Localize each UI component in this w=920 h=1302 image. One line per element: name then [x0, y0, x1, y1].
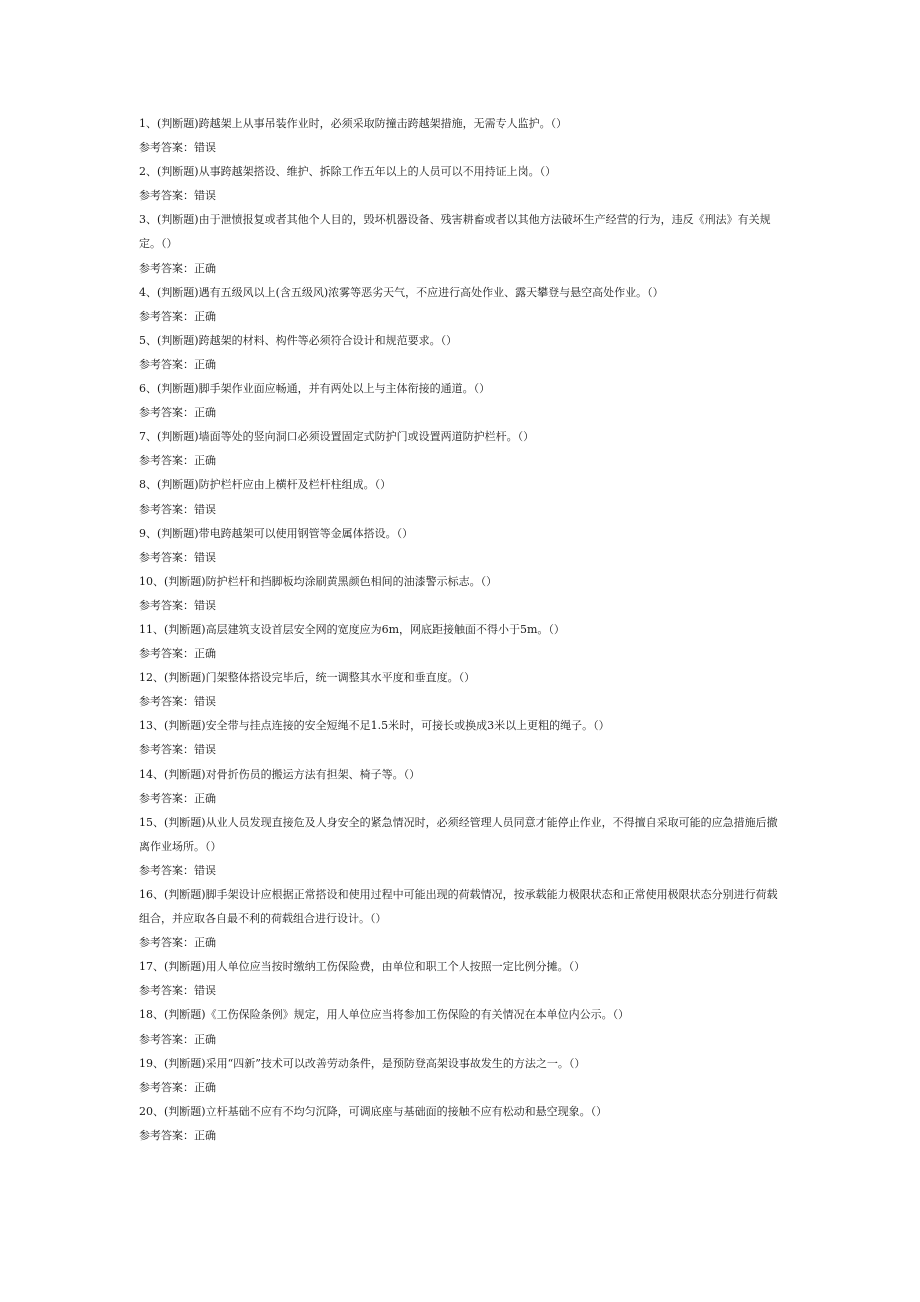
question-text: 4、(判断题)遇有五级风以上(含五级风)浓雾等恶劣天气，不应进行高处作业、露天攀登与悬空高处作业。（） — [139, 285, 664, 299]
answer-text: 参考答案：正确 — [139, 261, 216, 275]
question-text: 17、(判断题)用人单位应当按时缴纳工伤保险费，由单位和职工个人按照一定比例分摊。（） — [139, 960, 586, 974]
document-page — [139, 112, 779, 1148]
answer-text: 参考答案：错误 — [139, 141, 216, 155]
question-text: 8、(判断题)防护栏杆应由上横杆及栏杆柱组成。（） — [139, 478, 392, 492]
answer-text: 参考答案：正确 — [139, 357, 216, 371]
question-text: 18、(判断题)《工伤保险条例》规定，用人单位应当将参加工伤保险的有关情况在本单位内公示。（） — [139, 1008, 630, 1022]
answer-text: 参考答案：正确 — [139, 454, 216, 468]
question-text: 19、(判断题)采用“四新”技术可以改善劳动条件，是预防登高架设事故发生的方法之一。（） — [139, 1056, 586, 1070]
answer-text: 参考答案：正确 — [139, 309, 216, 323]
question-text: 15、(判断题)从业人员发现直接危及人身安全的紧急情况时，必须经管理人员同意才能停止作业，不得擅自采取可能的应急措施后撤离作业场所。（） — [139, 815, 778, 853]
answer-text: 参考答案：错误 — [139, 189, 216, 203]
question-text: 16、(判断题)脚手架设计应根据正常搭设和使用过程中可能出现的荷载情况，按承载能力极限状态和正常使用极限状态分别进行荷载组合，并应取各自最不利的荷载组合进行设计。（） — [139, 888, 778, 926]
question-text: 1、(判断题)跨越架上从事吊装作业时，必须采取防撞击跨越架措施，无需专人监护。（） — [139, 117, 568, 130]
answer-text: 参考答案：错误 — [139, 502, 216, 516]
question-text: 5、(判断题)跨越架的材料、构件等必须符合设计和规范要求。（） — [139, 333, 458, 347]
question-text: 9、(判断题)带电跨越架可以使用钢管等金属体搭设。（） — [139, 526, 414, 540]
answer-text: 参考答案：正确 — [139, 936, 216, 950]
question-text: 10、(判断题)防护栏杆和挡脚板均涂刷黄黑颜色相间的油漆警示标志。（） — [139, 574, 498, 588]
answer-text: 参考答案：正确 — [139, 1032, 216, 1046]
answer-text: 参考答案：正确 — [139, 647, 216, 661]
answer-text: 参考答案：错误 — [139, 743, 216, 757]
answer-text: 参考答案：正确 — [139, 406, 216, 420]
answer-text: 参考答案：错误 — [139, 863, 216, 877]
question-text: 11、(判断题)高层建筑支设首层安全网的宽度应为6m，网底距接触面不得小于5m。（） — [139, 622, 565, 636]
answer-text: 参考答案：正确 — [139, 1080, 216, 1094]
question-text: 20、(判断题)立杆基础不应有不均匀沉降，可调底座与基础面的接触不应有松动和悬空现象。（） — [139, 1104, 608, 1118]
question-text: 2、(判断题)从事跨越架搭设、维护、拆除工作五年以上的人员可以不用持证上岗。（） — [139, 165, 557, 179]
question-text: 13、(判断题)安全带与挂点连接的安全短绳不足1.5米时，可接长或换成3米以上更粗的绳子。（） — [139, 719, 610, 733]
answer-text: 参考答案：正确 — [139, 791, 216, 805]
answer-text: 参考答案：错误 — [139, 984, 216, 998]
answer-text: 参考答案：错误 — [139, 598, 216, 612]
answer-text: 参考答案：错误 — [139, 550, 216, 564]
question-text: 3、(判断题)由于泄愤报复或者其他个人目的，毁坏机器设备、残害耕畜或者以其他方法破坏生产经营的行为，违反《刑法》有关规定。（） — [139, 213, 771, 251]
question-text: 6、(判断题)脚手架作业面应畅通，并有两处以上与主体衔接的通道。（） — [139, 382, 491, 396]
question-text: 7、(判断题)墙面等处的竖向洞口必须设置固定式防护门或设置两道防护栏杆。（） — [139, 430, 535, 444]
question-text: 14、(判断题)对骨折伤员的搬运方法有担架、椅子等。（） — [139, 767, 421, 781]
question-text: 12、(判断题)门架整体搭设完毕后，统一调整其水平度和垂直度。（） — [139, 671, 476, 685]
answer-text: 参考答案：正确 — [139, 1128, 216, 1142]
answer-text: 参考答案：错误 — [139, 695, 216, 709]
